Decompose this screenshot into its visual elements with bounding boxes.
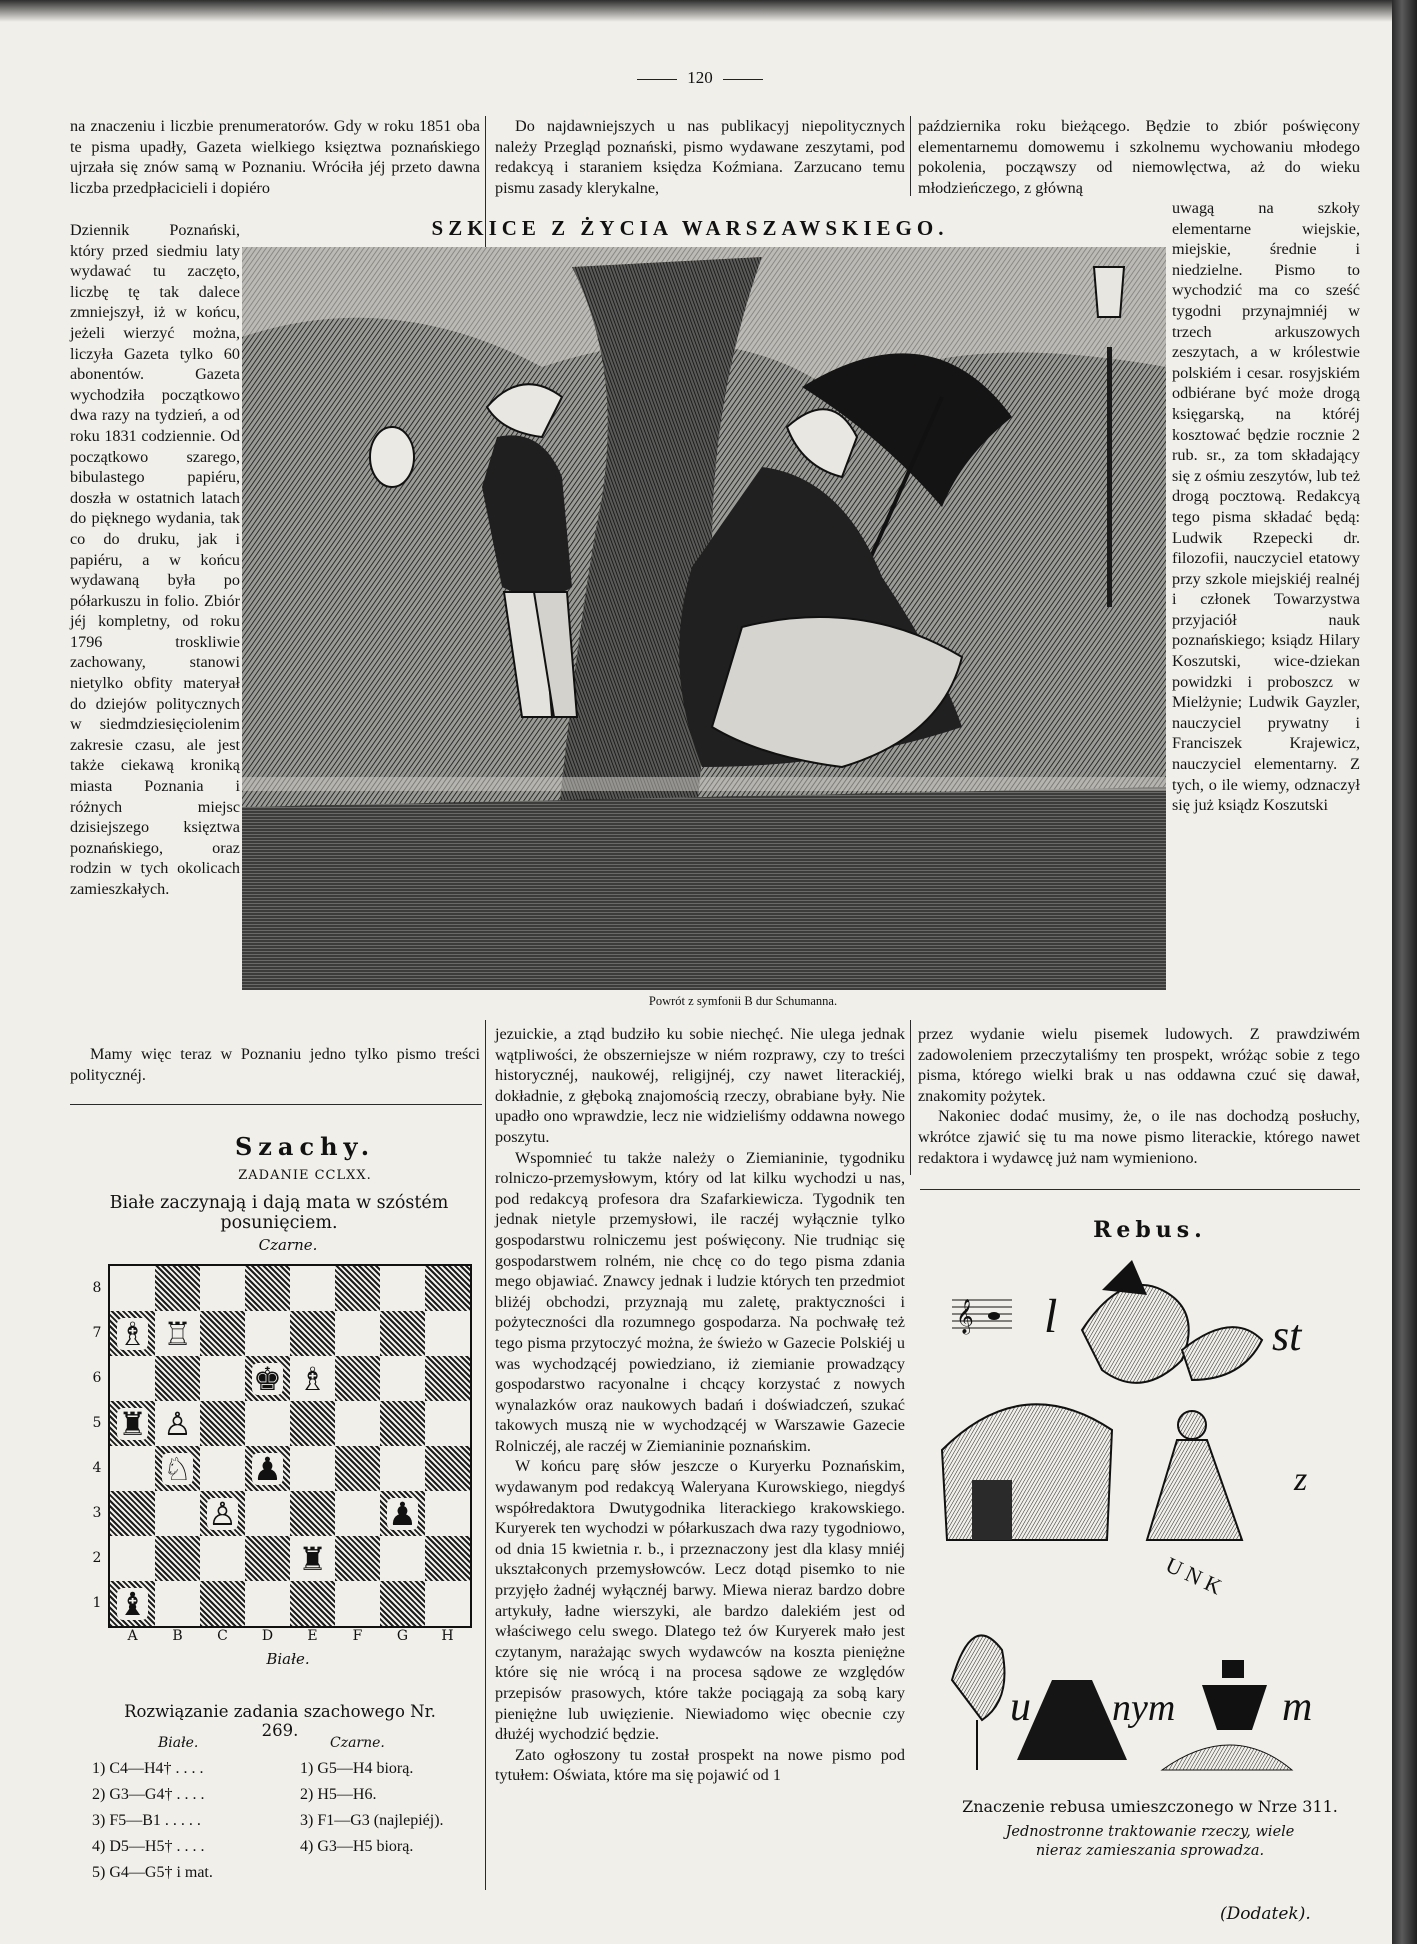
rebus-letter-u: u bbox=[1010, 1684, 1031, 1730]
paragraph: października roku bieżącego. Będzie to zbiór poświęcony elementarnemu domowemu i szkolnemu wychowaniu młodego pokolenia, począwszy od niemowlęctwa, aż do wieku młodzieńczego, z główną bbox=[918, 117, 1360, 197]
file-label: C bbox=[217, 1628, 228, 1644]
rebus-answer-title: Znaczenie rebusa umieszczonego w Nrze 311. bbox=[962, 1797, 1338, 1816]
solution-black-move: 1) G5—H4 biorą. bbox=[300, 1760, 414, 1777]
board-square bbox=[155, 1356, 200, 1401]
rebus-letter-l: l bbox=[1044, 1290, 1058, 1343]
music-staff-drawing bbox=[952, 1299, 1012, 1335]
board-square bbox=[245, 1536, 290, 1581]
rebus-letter-z: z bbox=[1294, 1461, 1308, 1498]
rebus-answer: Jednostronne traktowanie rzeczy, wiele nieraz zamieszania sprowadza. bbox=[1005, 1824, 1295, 1859]
board-square bbox=[380, 1356, 425, 1401]
illustration-caption: Powrót z symfonii B dur Schumanna. bbox=[648, 994, 838, 1008]
board-square bbox=[380, 1581, 425, 1626]
board-square bbox=[290, 1446, 335, 1491]
board-square bbox=[200, 1356, 245, 1401]
board-square bbox=[110, 1356, 155, 1401]
board-square bbox=[380, 1446, 425, 1491]
file-label: E bbox=[307, 1628, 318, 1644]
board-square bbox=[110, 1536, 155, 1581]
board-square bbox=[425, 1491, 470, 1536]
footer-note: (Dodatek). bbox=[1220, 1904, 1311, 1924]
chess-problem-number: ZADANIE CCLXX. bbox=[238, 1168, 372, 1183]
board-square bbox=[335, 1491, 380, 1536]
solution-black-header: Czarne. bbox=[330, 1735, 385, 1751]
white-side-label: Białe. bbox=[266, 1650, 310, 1668]
chess-problem-intro: Białe zaczynają i dają mata w szóstém posunięciem. bbox=[109, 1193, 449, 1233]
chess-piece: ♟ bbox=[253, 1449, 282, 1488]
solution-white-move: 4) D5—H5† . . . . bbox=[92, 1838, 205, 1855]
rank-label: 3 bbox=[92, 1505, 102, 1521]
rebus-letters-st: st bbox=[1272, 1311, 1302, 1360]
board-square bbox=[245, 1266, 290, 1311]
board-square bbox=[425, 1581, 470, 1626]
rank-label: 1 bbox=[92, 1595, 102, 1611]
board-square bbox=[335, 1446, 380, 1491]
section-rule bbox=[920, 1189, 1360, 1190]
column-rule bbox=[910, 1020, 911, 1175]
rebus-letters-nym: nym bbox=[1112, 1687, 1176, 1729]
board-square bbox=[335, 1266, 380, 1311]
chess-piece: ♜ bbox=[118, 1404, 147, 1443]
board-square bbox=[200, 1311, 245, 1356]
board-square bbox=[380, 1401, 425, 1446]
board-square bbox=[200, 1446, 245, 1491]
right-column-top bbox=[918, 116, 1360, 198]
paragraph: na znaczeniu i liczbie prenumeratorów. Gdy w roku 1851 oba te pisma upadły, Gazeta wielkiego księztwa poznańskiego ujrzała się znów samą w Poznaniu. Wróciła jéj przeto dawna liczba przedpłacicieli i dopiéro bbox=[70, 117, 480, 197]
page-top-shadow bbox=[0, 0, 1392, 22]
board-square bbox=[245, 1311, 290, 1356]
rank-label: 2 bbox=[92, 1550, 102, 1566]
board-square bbox=[290, 1311, 335, 1356]
paragraph: przez wydanie wielu pisemek ludowych. Z prawdziwém zadowoleniem przeczytaliśmy ten prospekt, wróżąc sobie z tego pisma, którego wielki brak u nas oddawna czuć się dawał, znakomity pożytek. bbox=[918, 1025, 1360, 1105]
left-column-end bbox=[70, 1044, 480, 1085]
column-rule bbox=[910, 116, 911, 196]
rank-label: 8 bbox=[92, 1280, 102, 1296]
board-square bbox=[380, 1266, 425, 1311]
board-square bbox=[335, 1311, 380, 1356]
rank-label: 5 bbox=[92, 1415, 102, 1431]
svg-text:𝄞: 𝄞 bbox=[956, 1299, 974, 1334]
chess-piece: ♘ bbox=[163, 1449, 192, 1488]
black-side-label: Czarne. bbox=[258, 1236, 318, 1254]
chess-section-title: Szachy. bbox=[234, 1132, 376, 1161]
rebus-letter-m: m bbox=[1282, 1684, 1313, 1730]
paragraph: W końcu parę słów jeszcze o Kuryerku Poznańskim, wydawanym pod redakcyą Waleryana Kurowskiego, niegdyś współredaktora Dwutygodnika literackiego krakowskiego. Kuryerek ten wychodzi w półarkuszach dwa razy tygodniowo, od dnia 15 kwietnia r. b., i przeznaczony jest dla klasy mniéj ukształconych przemysłowców. Lecz dotąd pisemko to nie przyjęło żadnéj wyłącznéj barwy. Miewa nieraz bardzo dobre artykuły, ładne wierszyki, ale bardzo dalekiém jest od właściwego celu swego. Dlatego też ów Kuryerek mało jest czytanym, narażając swych wydawców na koszta pieniężne które się nie wrócą i na procesa sądowe ze względów przepisów prasowych, które także pociągają za sobą kary pieniężne lub uwięzienie. Niewiadomo więc obecnie czy dłużéj wychodzić będzie. bbox=[495, 1457, 905, 1744]
solution-white-move: 5) G4—G5† i mat. bbox=[92, 1864, 213, 1881]
paragraph: uwagą na szkoły elementarne wiejskie, miejskie, średnie i niedzielne. Pismo to wychodzić ma co sześć tygodni przynajmniéj w trzech arkuszowych zeszytach, a w królestwie polskiém i cesar. rosyjskiém odbiérane być może drogą księgarską, na któréj kosztować będzie rocznie 2 rub. sr., za tom składający się z ośmiu zeszytów, lub też drogą pocztową. Redakcyą tego pisma składać będą: Ludwik Rzepecki dr. filozofii, nauczyciel etatowy przy szkole miejskiéj realnéj i członek Towarzystwa przyjaciół nauk poznańskiego; ksiądz Hilary Koszutski, wice-dziekan powidzki i proboszcz w Mielżynie; Ludwik Gayzler, nauczyciel prywatny i Franciszek Krajewicz, nauczyciel elementarny. Z tych, o ile wiemy, odznaczył się już ksiądz Koszutski bbox=[1172, 199, 1360, 815]
board-square bbox=[155, 1581, 200, 1626]
board-square bbox=[245, 1356, 290, 1401]
board-square bbox=[425, 1311, 470, 1356]
board-square bbox=[245, 1446, 290, 1491]
middle-column-top bbox=[495, 116, 905, 198]
board-square bbox=[425, 1356, 470, 1401]
board-square bbox=[425, 1266, 470, 1311]
rank-label: 7 bbox=[92, 1325, 102, 1341]
board-square bbox=[200, 1536, 245, 1581]
svg-text:U N K: U N K bbox=[1161, 1551, 1226, 1600]
board-square bbox=[290, 1581, 335, 1626]
board-square bbox=[425, 1446, 470, 1491]
file-label: F bbox=[352, 1628, 363, 1644]
board-square bbox=[245, 1581, 290, 1626]
chess-piece: ♖ bbox=[163, 1314, 192, 1353]
board-square bbox=[200, 1581, 245, 1626]
board-square bbox=[290, 1266, 335, 1311]
article-title: SZKICE Z ŻYCIA WARSZAWSKIEGO. bbox=[431, 216, 949, 240]
left-column-narrow bbox=[70, 220, 240, 900]
solution-white-move: 1) C4—H4† . . . . bbox=[92, 1760, 204, 1777]
board-square bbox=[335, 1356, 380, 1401]
paragraph: jezuickie, a ztąd budziło ku sobie niechęć. Nie ulega jednak wątpliwości, że obszerniejsze w niém rozprawy, czy to treści historycznéj, naukowéj, religijnéj, czy nawet literackiéj, dokładnie, z głęboką znajomością rzeczy, obrabiane były. Nie upadło ono wprawdzie, lecz nie widzieliśmy oddawna nowego poszytu. bbox=[495, 1025, 905, 1146]
board-square bbox=[155, 1446, 200, 1491]
column-rule bbox=[485, 1020, 486, 1890]
board-square bbox=[200, 1401, 245, 1446]
rank-label: 4 bbox=[92, 1460, 102, 1476]
bird-head-drawing bbox=[1082, 1285, 1189, 1383]
left-column-top bbox=[70, 116, 480, 198]
chess-piece: ♗ bbox=[118, 1314, 147, 1353]
board-square bbox=[110, 1266, 155, 1311]
board-square bbox=[110, 1491, 155, 1536]
rebus-picture bbox=[932, 1250, 1364, 1791]
board-square bbox=[245, 1401, 290, 1446]
board-square bbox=[380, 1491, 425, 1536]
board-square bbox=[110, 1311, 155, 1356]
chess-piece: ♚ bbox=[253, 1359, 282, 1398]
paragraph: Dziennik Poznański, który przed siedmiu laty wydawać tu zaczęto, liczbę tę tak dalece zmniejszył, iż w końcu, jeżeli wierzyć można, liczyła Gazeta tylko 60 abonentów. Gazeta wychodziła początkowo dwa razy na tydzień, a od roku 1831 codziennie. Od początkowo szarego, bibulastego papiéru, doszła w ostatnich latach do pięknego wydania, tak co do druku, jak i papiéru, a w końcu wydawaną była po półarkuszu in folio. Zbiór jéj kompletny, od roku 1796 troskliwie zachowany, stanowi nietylko obfity materyał do dziejów politycznych w siedmdziesięciolenim zakresie czasu, ale jest także ciekawą kroniką miasta Poznania i różnych miejsc dzisiejszego księztwa poznańskiego, oraz rodzin w tych okolicach zamieszkałych. bbox=[70, 221, 240, 898]
lilac-drawing bbox=[952, 1635, 1005, 1720]
middle-column-bottom bbox=[495, 1024, 905, 1786]
board-square bbox=[335, 1401, 380, 1446]
chess-piece: ♙ bbox=[208, 1494, 237, 1533]
chess-piece: ♗ bbox=[298, 1359, 327, 1398]
board-square bbox=[155, 1266, 200, 1311]
paragraph: Do najdawniejszych u nas publikacyj niepolitycznych należy Przegląd poznański, pismo wydawane zeszytami, pod redakcyą i staraniem księdza Koźmiana. Zarzucano temu pismu zasady klerykalne, bbox=[495, 117, 905, 197]
board-square bbox=[155, 1401, 200, 1446]
engraving-illustration bbox=[242, 247, 1166, 990]
solution-black-move: 3) F1—G3 (najlepiéj). bbox=[300, 1812, 444, 1829]
board-square bbox=[290, 1536, 335, 1581]
board-square bbox=[290, 1356, 335, 1401]
board-square bbox=[200, 1266, 245, 1311]
chess-board bbox=[108, 1264, 472, 1628]
chess-piece: ♟ bbox=[388, 1494, 417, 1533]
board-square bbox=[110, 1581, 155, 1626]
board-square bbox=[335, 1536, 380, 1581]
solution-white-move: 2) G3—G4† . . . . bbox=[92, 1786, 205, 1803]
page-number: 120 bbox=[600, 68, 800, 88]
board-square bbox=[155, 1311, 200, 1356]
board-square bbox=[290, 1401, 335, 1446]
paragraph: Wspomnieć tu także należy o Ziemianinie, tygodniku rolniczo-przemysłowym, który od lat kilku wychodzi u nas, pod redakcyą profesora dra Szafarkiewicza. Tygodnik ten jednak nietyle przemysłowi, ile raczéj wyłącznie tylko gospodarstwu rolniczemu jest poświęcony. Nie trudniąc się gospodarstwem rolném, nie chcę co do tego pisma zdania mego objawiać. Znawcy jednak i ludzie których ten przedmiot bliżéj obchodzi, przyznają mu zaletę, praktyczności i pożyteczności dla rozumnego gospodarza. Na pochwałę też tego pisma przytoczyć można, że świeżo w Gazecie Polskiéj u was wychodzącéj powiedziano, iż ziemianie prowadzący gospodarstwo racyonalne i chcący korzystać z nowych wynalazków oraz naukowych badań i doświadczeń, szukać takowych muszą nie w wychodzącéj w Warszawie Gazecie Rolniczéj, ale raczéj w Ziemianinie poznańskim. bbox=[495, 1148, 905, 1455]
girl-drawing bbox=[1178, 1411, 1206, 1439]
rank-label: 6 bbox=[92, 1370, 102, 1386]
board-square bbox=[425, 1536, 470, 1581]
book-spine-edge bbox=[1392, 0, 1417, 1944]
solution-black-move: 2) H5—H6. bbox=[300, 1786, 377, 1803]
board-square bbox=[380, 1311, 425, 1356]
chess-piece: ♝ bbox=[118, 1584, 147, 1623]
file-label: D bbox=[261, 1628, 274, 1644]
rebus-title: Rebus. bbox=[1093, 1217, 1207, 1243]
board-square bbox=[110, 1401, 155, 1446]
board-square bbox=[380, 1536, 425, 1581]
thatched-hut-drawing bbox=[942, 1404, 1112, 1540]
chess-piece: ♙ bbox=[163, 1404, 192, 1443]
board-square bbox=[155, 1491, 200, 1536]
file-label: H bbox=[441, 1628, 454, 1644]
board-square bbox=[335, 1581, 380, 1626]
solution-white-move: 3) F5—B1 . . . . . bbox=[92, 1812, 201, 1829]
solution-white-header: Białe. bbox=[158, 1735, 199, 1751]
file-label: B bbox=[172, 1628, 183, 1644]
board-square bbox=[200, 1491, 245, 1536]
section-rule bbox=[70, 1104, 482, 1105]
solution-black-move: 4) G3—H5 biorą. bbox=[300, 1838, 414, 1855]
file-label: A bbox=[127, 1628, 138, 1644]
board-square bbox=[290, 1491, 335, 1536]
board-square bbox=[155, 1536, 200, 1581]
paragraph: Mamy więc teraz w Poznaniu jedno tylko pismo treści politycznéj. bbox=[70, 1045, 480, 1084]
paragraph: Zato ogłoszony tu został prospekt na nowe pismo pod tytułem: Oświata, które ma się pojawić od 1 bbox=[495, 1745, 905, 1785]
right-column-narrow bbox=[1172, 198, 1360, 816]
file-label: G bbox=[396, 1628, 409, 1644]
board-square bbox=[425, 1401, 470, 1446]
board-square bbox=[110, 1446, 155, 1491]
board-square bbox=[245, 1491, 290, 1536]
right-column-bottom bbox=[918, 1024, 1360, 1168]
skirt-drawing bbox=[1017, 1680, 1127, 1760]
solution-title: Rozwiązanie zadania szachowego Nr. 269. bbox=[124, 1702, 436, 1740]
scarecrow-drawing bbox=[1222, 1660, 1244, 1678]
chess-piece: ♜ bbox=[298, 1539, 327, 1578]
paragraph: Nakoniec dodać musimy, że, o ile nas dochodzą posłuchy, wkrótce zjawić się tu ma nowe pismo literackie, którego nawet redaktora i wydawcę już nam wymieniono. bbox=[918, 1107, 1360, 1167]
